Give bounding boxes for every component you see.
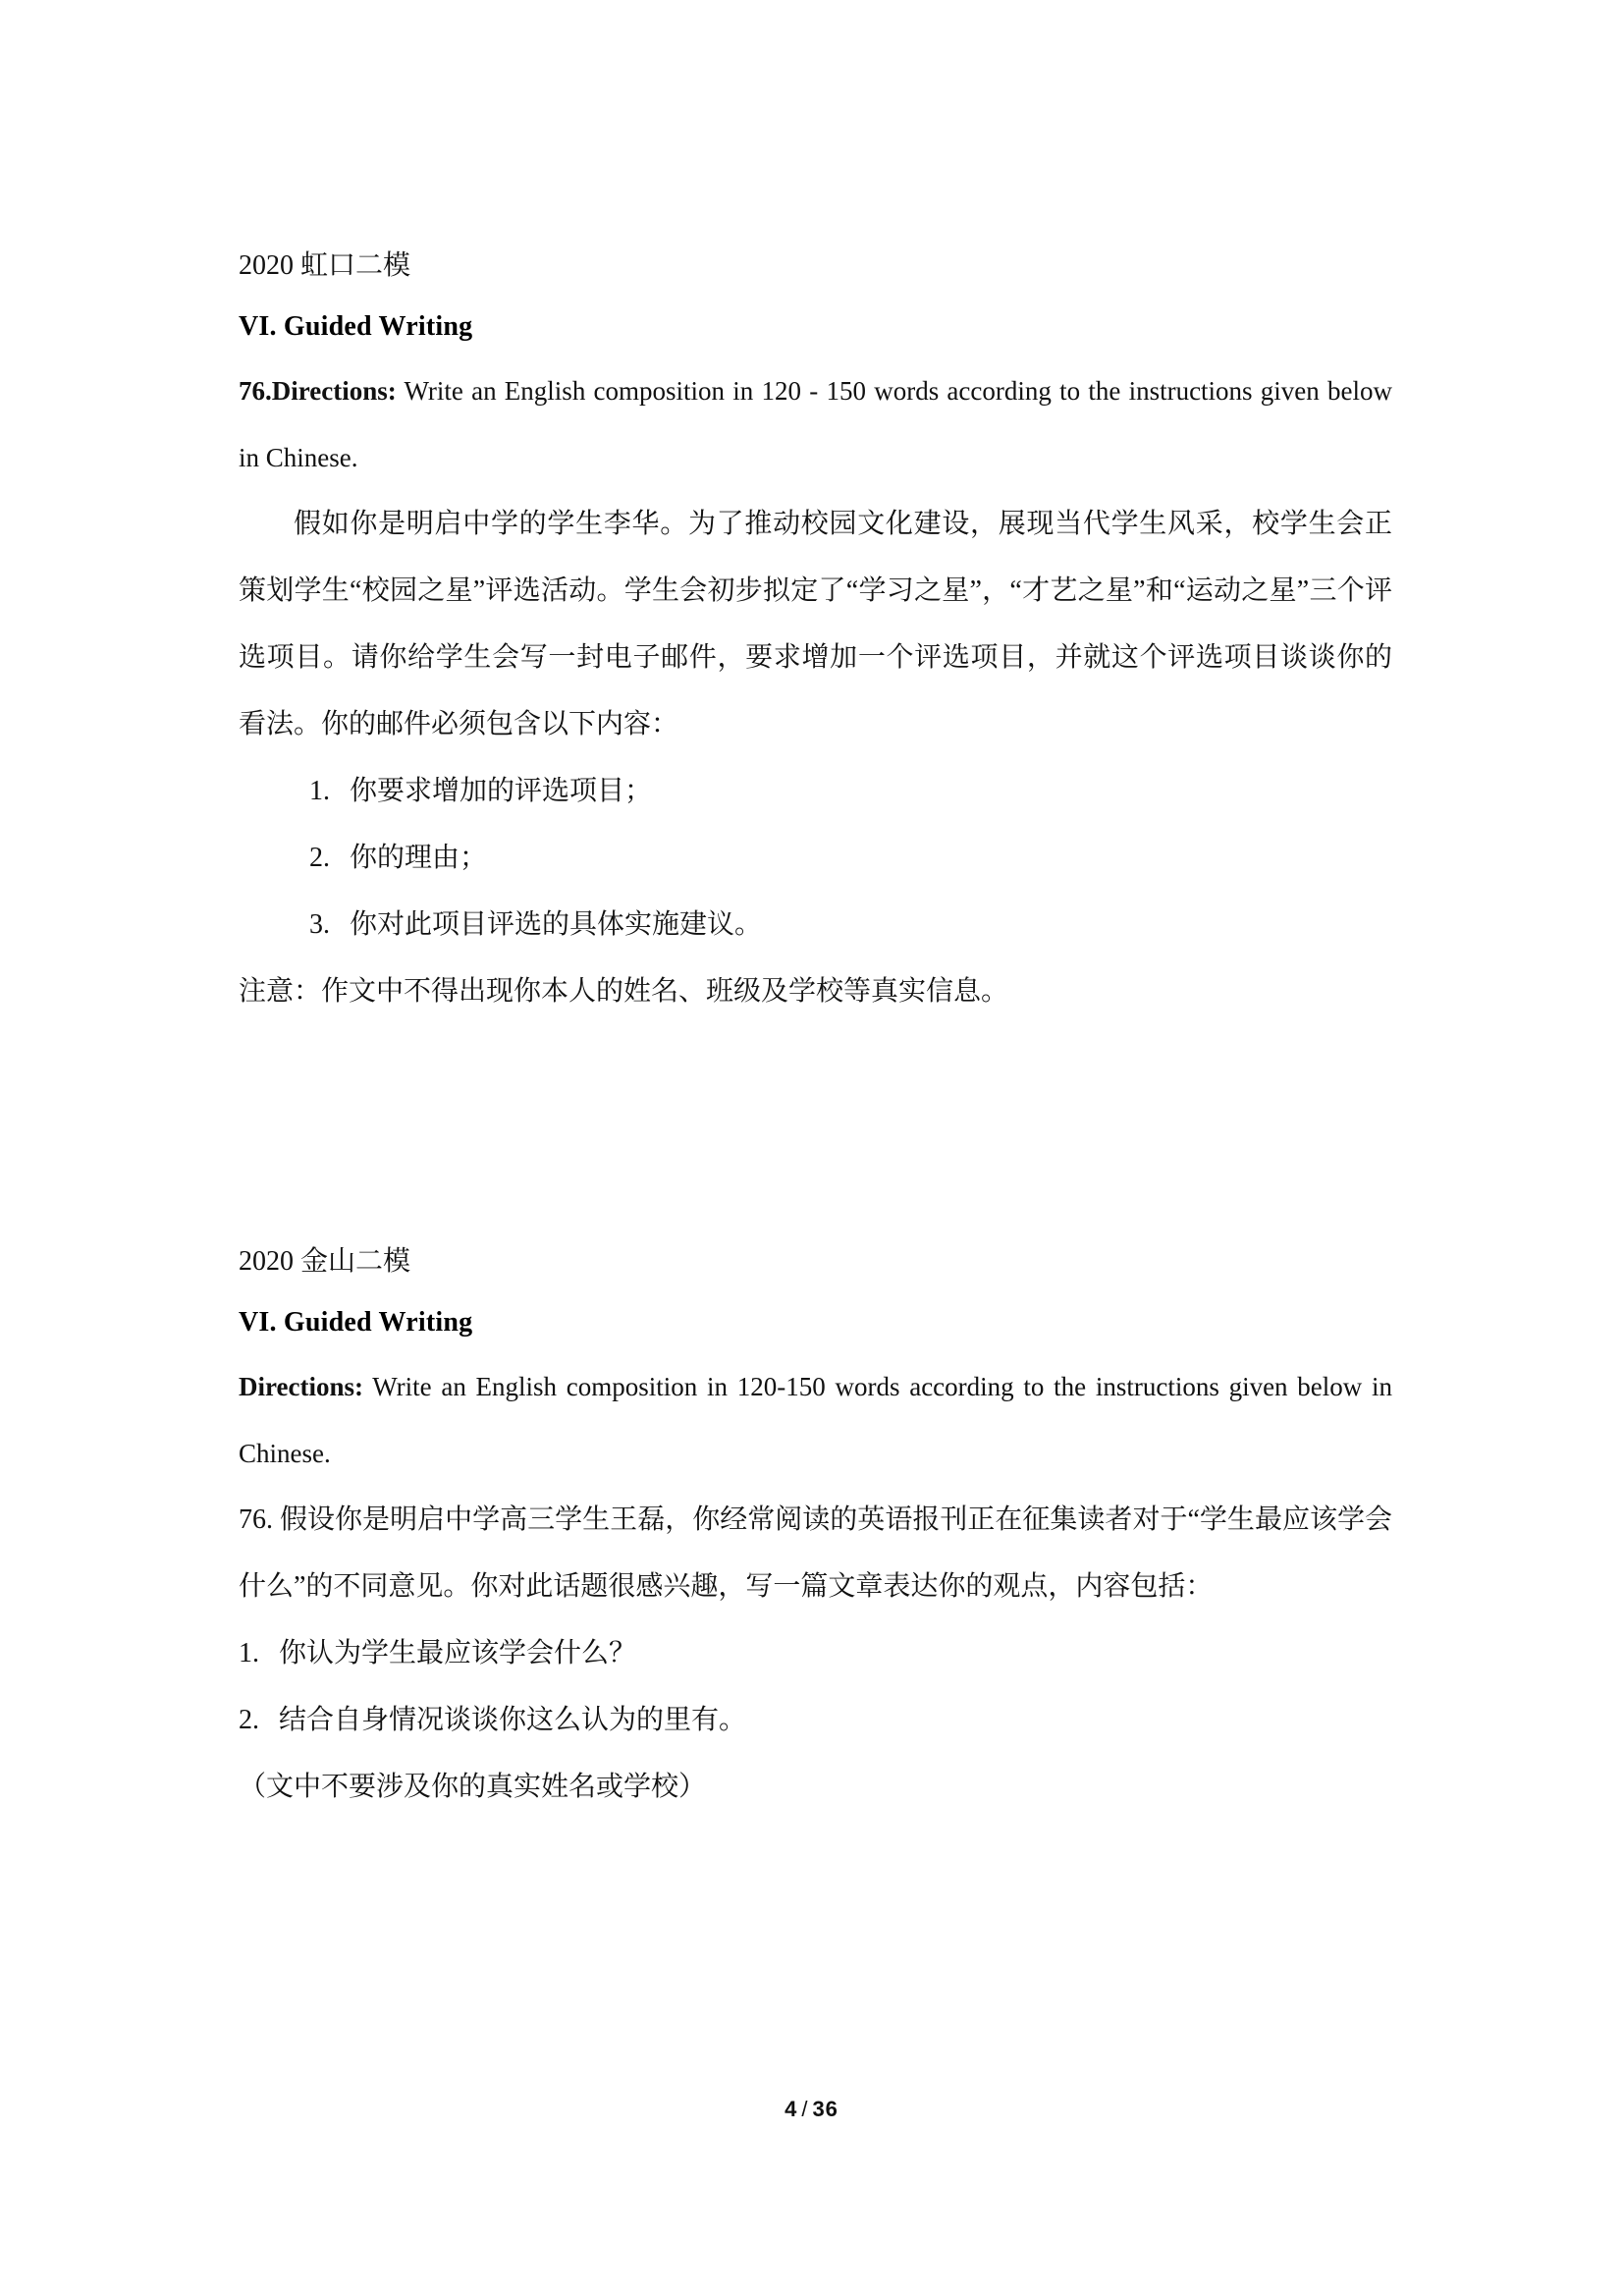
list-item <box>239 1620 1392 1687</box>
section-hongkou <box>239 236 1392 1025</box>
footer-current-page: 4 <box>784 2097 798 2121</box>
directions-label: Directions: <box>239 1372 363 1401</box>
prompt-paragraph: 假如你是明启中学的学生李华。为了推动校园文化建设，展现当代学生风采，校学生会正策划学生“校园之星”评选活动。学生会初步拟定了“学习之星”，“才艺之星”和“运动之星”三个评选项目。请你给学生会写一封电子邮件，要求增加一个评选项目，并就这个评选项目谈谈你的看法。你的邮件必须包含以下内容： <box>239 509 1392 739</box>
list-item-label: 你认为学生最应该学会什么？ <box>279 1638 637 1668</box>
footer-total-pages: 36 <box>812 2097 839 2121</box>
list-item <box>239 758 1392 825</box>
footer-separator: / <box>801 2097 809 2121</box>
section-spacer <box>239 1025 1392 1231</box>
directions-text: Write an English composition in 120-150 words according to the instructions given below in Chinese. <box>239 1372 1392 1468</box>
directions-paragraph <box>239 1353 1392 1487</box>
section-jinshan <box>239 1231 1392 1821</box>
list-item-label: 你要求增加的评选项目； <box>350 776 653 806</box>
section-source-title: 2020 金山二模 <box>239 1246 411 1277</box>
list-item-number: 2. <box>309 843 330 873</box>
list-item <box>239 825 1392 892</box>
section-source-title: 2020 虹口二模 <box>239 250 411 281</box>
section-heading: VI. Guided Writing <box>239 1307 473 1338</box>
list-item-label: 你的理由； <box>350 843 488 873</box>
prompt-paragraph: 76. 假设你是明启中学高三学生王磊，你经常阅读的英语报刊正在征集读者对于“学生最应该学会什么”的不同意见。你对此话题很感兴趣，写一篇文章表达你的观点，内容包括： <box>239 1504 1392 1602</box>
directions-text: Write an English composition in 120 - 150 words according to the instructions given below in Chinese. <box>239 376 1392 472</box>
list-item-number: 3. <box>309 909 330 940</box>
list-item-label: 结合自身情况谈谈你这么认为的里有。 <box>279 1705 747 1735</box>
list-item <box>239 892 1392 958</box>
list-item-number: 1. <box>239 1638 259 1668</box>
list-item-label: 你对此项目评选的具体实施建议。 <box>350 909 763 940</box>
section-note: （文中不要涉及你的真实姓名或学校） <box>239 1772 707 1802</box>
page-footer <box>0 2097 1623 2122</box>
section-heading: VI. Guided Writing <box>239 311 473 342</box>
list-item-number: 1. <box>309 776 330 806</box>
directions-label: 76.Directions: <box>239 376 397 406</box>
section-note: 注意：作文中不得出现你本人的姓名、班级及学校等真实信息。 <box>239 976 1009 1007</box>
directions-paragraph <box>239 357 1392 491</box>
page-content <box>239 236 1392 1821</box>
list-item <box>239 1687 1392 1754</box>
requirements-list <box>239 758 1392 958</box>
list-item-number: 2. <box>239 1705 259 1735</box>
